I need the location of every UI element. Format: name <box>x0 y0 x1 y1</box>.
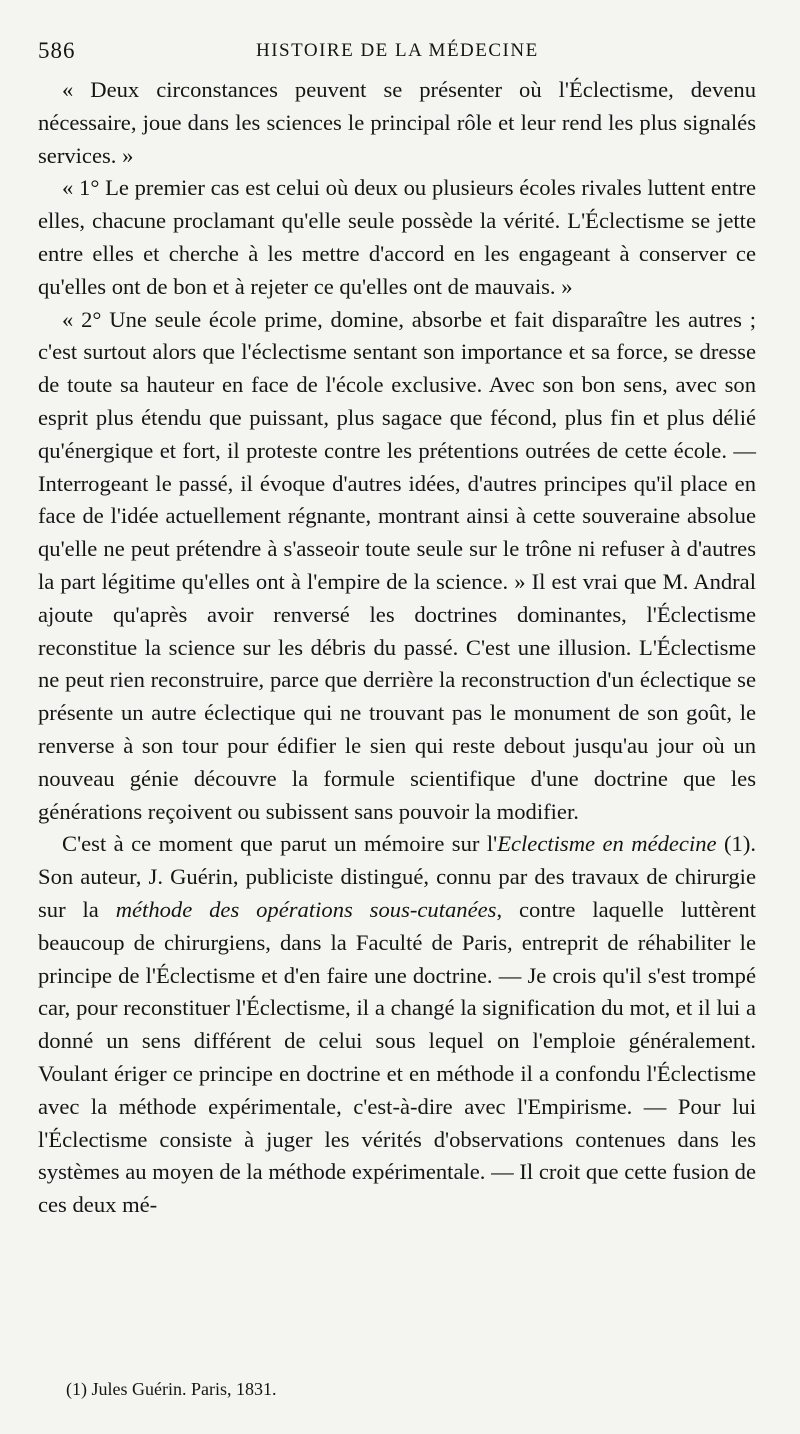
paragraph-guerin-memoir: C'est à ce moment que parut un mémoire sur l'Eclectisme en médecine (1). Son auteur, J. Guérin, publiciste distingué, connu par des travaux de chirurgie sur la méthode des opérations sous-cutanées, contre laquelle luttèrent beaucoup de chirurgiens, dans la Faculté de Paris, entreprit de réhabiliter le principe de l'Éclectisme et d'en faire une doctrine. — Je crois qu'il s'est trompé car, pour reconstituer l'Éclectisme, il a changé la signification du mot, et il lui a donné un sens différent de celui sous lequel on l'emploie généralement. Voulant ériger ce principe en doctrine et en méthode il a confondu l'Éclectisme avec la méthode expérimentale, c'est-à-dire avec l'Empirisme. — Pour lui l'Éclectisme consiste à juger les vérités d'observations contenues dans les systèmes au moyen de la méthode expérimentale. — Il croit que cette fusion de ces deux mé- <box>38 831 756 1218</box>
page-header <box>38 30 756 74</box>
footnote: (1) Jules Guérin. Paris, 1831. <box>66 1379 277 1399</box>
page-number: 586 <box>38 38 76 63</box>
paragraph-quote-case-1: « 1° Le premier cas est celui où deux ou plusieurs écoles rivales luttent entre elles, chacune proclamant qu'elle seule possède la vérité. L'Éclectisme se jette entre elles et cherche à les mettre d'accord en les engageant à conserver ce qu'elles ont de bon et à rejeter ce qu'elles ont de mauvais. » <box>38 175 756 299</box>
body-text <box>38 74 756 1222</box>
italic-title-eclectisme: Eclectisme en médecine <box>497 831 717 857</box>
paragraph-quote-intro: « Deux circonstances peuvent se présenter où l'Éclectisme, devenu nécessaire, joue dans les sciences le principal rôle et leur rend les plus signalés services. » <box>38 77 756 168</box>
italic-title-methode: méthode des opérations sous-cutanées <box>115 896 497 922</box>
paragraph-quote-case-2: « 2° Une seule école prime, domine, absorbe et fait disparaître les autres ; c'est surtout alors que l'éclectisme sentant son importance et sa force, se dresse de toute sa hauteur en face de l'école exclusive. Avec son bon sens, avec son esprit plus étendu que puissant, plus sagace que fécond, plus fin et plus délié qu'énergique et fort, il proteste contre les prétentions outrées de cette école. — Interrogeant le passé, il évoque d'autres idées, d'autres principes qu'il place en face de l'idée actuellement régnante, montrant ainsi à cette souveraine absolue qu'elle ne peut prétendre à s'asseoir toute seule sur le trône ni refuser à d'autres la part légitime qu'elles ont à l'empire de la science. » Il est vrai que M. Andral ajoute qu'après avoir renversé les doctrines dominantes, l'Éclectisme reconstitue la science sur les débris du passé. C'est une illusion. L'Éclectisme ne peut rien reconstruire, parce que derrière la reconstruction d'un éclectique se présente un autre éclectique qui ne trouvant pas le monument de son goût, le renverse à son tour pour édifier le sien qui reste debout jusqu'au jour où un nouveau génie découvre la formule scientifique d'une doctrine que les générations reçoivent ou subissent sans pouvoir la modifier. <box>38 306 756 824</box>
running-head: HISTOIRE DE LA MÉDECINE <box>256 40 539 61</box>
